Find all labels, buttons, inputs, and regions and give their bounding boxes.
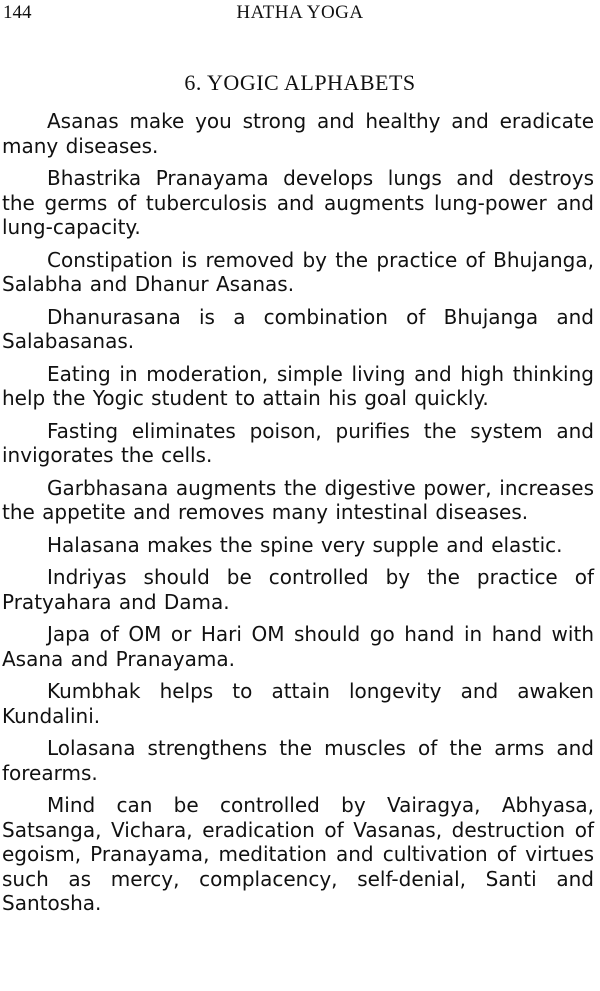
- paragraph-indriyas: Indriyas should be controlled by the practice of Pratyahara and Dama.: [2, 565, 594, 614]
- body-text: [2, 109, 594, 924]
- paragraph-lolasana: Lolasana strengthens the muscles of the arms and forearms.: [2, 736, 594, 785]
- chapter-title: 6. YOGIC ALPHABETS: [184, 70, 416, 95]
- paragraph-asanas: Asanas make you strong and healthy and eradicate many diseases.: [2, 109, 594, 158]
- paragraph-mind: Mind can be controlled by Vairagya, Abhyasa, Satsanga, Vichara, eradication of Vasanas, destruction of egoism, Pranayama, meditation and cultivation of virtues such as mercy, complacency, self-denial, Santi and Santosha.: [2, 793, 594, 915]
- paragraph-kumbhak: Kumbhak helps to attain longevity and awaken Kundalini.: [2, 679, 594, 728]
- page-number: 144: [3, 2, 32, 23]
- paragraph-garbhasana: Garbhasana augments the digestive power, increases the appetite and removes many intestinal diseases.: [2, 475, 594, 524]
- paragraph-constipation: Constipation is removed by the practice of Bhujanga, Salabha and Dhanur Asanas.: [2, 247, 594, 296]
- paragraph-japa: Japa of OM or Hari OM should go hand in hand with Asana and Pranayama.: [2, 622, 594, 671]
- paragraph-fasting: Fasting eliminates poison, purifies the system and invigorates the cells.: [2, 418, 594, 467]
- paragraph-halasana: Halasana makes the spine very supple and elastic.: [47, 532, 563, 557]
- paragraph-bhastrika: Bhastrika Pranayama develops lungs and destroys the germs of tuberculosis and augments lung-power and lung-capacity.: [2, 166, 594, 239]
- paragraph-eating: Eating in moderation, simple living and high thinking help the Yogic student to attain his goal quickly.: [2, 361, 594, 410]
- running-head: [0, 2, 600, 26]
- paragraph-dhanurasana: Dhanurasana is a combination of Bhujanga and Salabasanas.: [2, 304, 594, 353]
- book-title: HATHA YOGA: [236, 2, 364, 23]
